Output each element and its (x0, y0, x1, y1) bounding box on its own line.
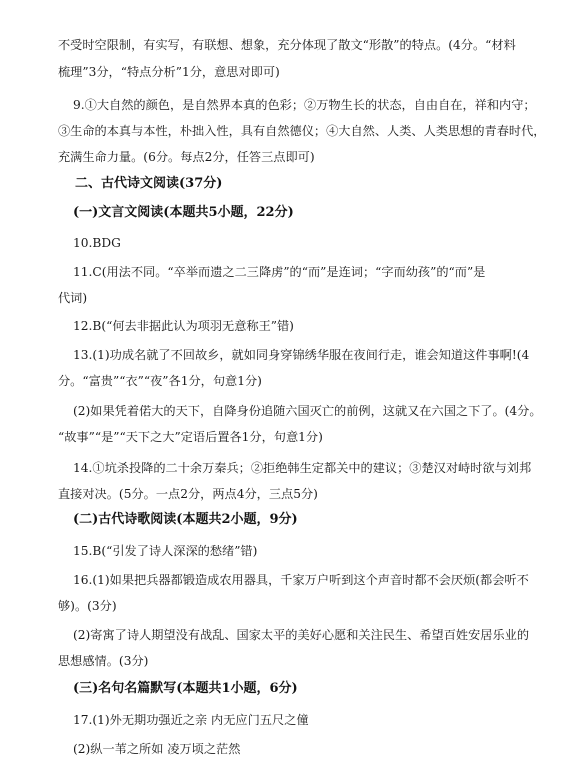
subsection-heading-classical-poetry: (二)古代诗歌阅读(本题共2小题，9分) (73, 512, 298, 527)
answer-9-line-3: 充满生命力量。(6分。每点2分，任答三点即可) (58, 150, 315, 164)
text-line-1: 不受时空限制，有实写，有联想、想象，充分体现了散文“形散”的特点。(4分。“材料 (58, 38, 516, 52)
answer-15: 15.B(“引发了诗人深深的愁绪”错) (73, 544, 258, 558)
answer-16-2-line-2: 思想感情。(3分) (58, 654, 149, 668)
answer-11-line-2: 代词) (58, 291, 88, 305)
answer-9-line-1: 9.①大自然的颜色，是自然界本真的色彩；②万物生长的状态，自由自在，祥和内守； (73, 98, 536, 112)
answer-17-1: 17.(1)外无期功强近之亲 内无应门五尺之僮 (73, 713, 309, 727)
text-line-2: 梳理”3分，“特点分析”1分，意思对即可) (58, 65, 280, 79)
answer-9-line-2: ③生命的本真与本性，朴拙入性，具有自然德仪；④大自然、人类、人类思想的青春时代， (58, 124, 546, 138)
answer-14-line-1: 14.①坑杀投降的二十余万秦兵；②拒绝韩生定都关中的建议；③楚汉对峙时欲与刘邦 (73, 461, 532, 475)
subsection-heading-classical-prose: (一)文言文阅读(本题共5小题，22分) (73, 205, 294, 220)
answer-10: 10.BDG (73, 236, 121, 250)
answer-13-1-line-2: 分。“富贵”“衣”“夜”各1分，句意1分) (58, 374, 262, 388)
answer-13-1-line-1: 13.(1)功成名就了不回故乡，就如同身穿锦绣华服在夜间行走，谁会知道这件事啊!(4 (73, 348, 530, 362)
answer-17-2: (2)纵一苇之所如 凌万顷之茫然 (73, 742, 241, 756)
answer-16-1-line-2: 够)。(3分) (58, 599, 117, 613)
answer-14-line-2: 直接对决。(5分。一点2分，两点4分，三点5分) (58, 487, 318, 501)
answer-11-line-1: 11.C(用法不同。“卒举而遗之二三降虏”的“而”是连词；“字而幼孩”的“而”是 (73, 265, 486, 279)
answer-13-2-line-2: “故事”“是”“天下之大”定语后置各1分，句意1分) (58, 430, 323, 444)
answer-16-2-line-1: (2)寄寓了诗人期望没有战乱、国家太平的美好心愿和关注民生、希望百姓安居乐业的 (73, 628, 530, 642)
section-heading-classical-reading: 二、古代诗文阅读(37分) (75, 176, 223, 191)
answer-12: 12.B(“何去非据此认为项羽无意称王”错) (73, 319, 294, 333)
answer-13-2-line-1: (2)如果凭着偌大的天下，自降身份追随六国灭亡的前例，这就又在六国之下了。(4分。 (73, 404, 542, 418)
answer-16-1-line-1: 16.(1)如果把兵器都锻造成农用器具，千家万户听到这个声音时都不会厌烦(都会听不 (73, 573, 529, 587)
subsection-heading-famous-lines: (三)名句名篇默写(本题共1小题，6分) (73, 681, 298, 696)
